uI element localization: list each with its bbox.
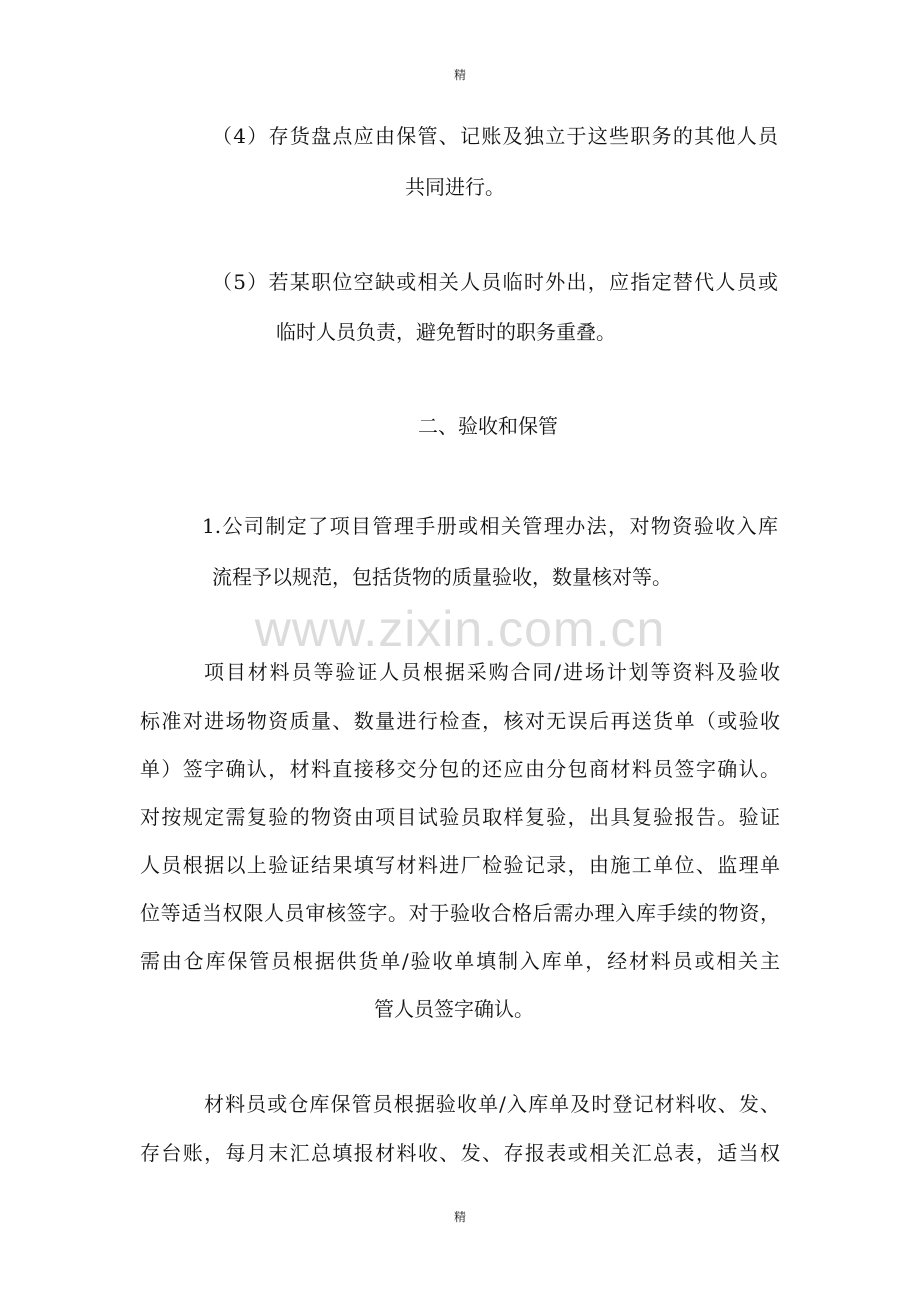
text-line: 单）签字确认，材料直接移交分包的还应由分包商材料员签字确认。 [140,757,780,781]
text-line: 1.公司制定了项目管理手册或相关管理办法，对物资验收入库 [202,514,778,538]
text-line: 需由仓库保管员根据供货单/验收单填制入库单，经材料员或相关主 [140,949,780,973]
text-line: 流程予以规范，包括货物的质量验收，数量核对等。 [212,565,672,589]
text-line: 标准对进场物资质量、数量进行检查，核对无误后再送货单（或验收 [140,709,780,733]
text-line: 共同进行。 [405,175,505,199]
text-line: （5）若某职位空缺或相关人员临时外出，应指定替代人员或 [212,270,778,294]
text-line: 项目材料员等验证人员根据采购合同/进场计划等资料及验收 [204,660,780,684]
page-footer: 精 [453,1210,466,1224]
text-line: 人员根据以上验证结果填写材料进厂检验记录，由施工单位、监理单 [140,853,780,877]
watermark: www.zixin.com.cn [254,601,666,657]
text-line: 对按规定需复验的物资由项目试验员取样复验，出具复验报告。验证 [140,805,780,829]
page-header: 精 [453,68,466,82]
text-line: 管人员签字确认。 [374,997,534,1021]
text-line: 位等适当权限人员审核签字。对于验收合格后需办理入库手续的物资， [140,901,780,925]
text-line: 存台账，每月末汇总填报材料收、发、存报表或相关汇总表，适当权 [140,1141,780,1165]
section-heading: 二、验收和保管 [418,414,558,438]
text-line: 材料员或仓库保管员根据验收单/入库单及时登记材料收、发、 [204,1092,780,1116]
text-line: （4）存货盘点应由保管、记账及独立于这些职务的其他人员 [212,124,778,148]
text-line: 临时人员负责，避免暂时的职务重叠。 [276,320,616,344]
